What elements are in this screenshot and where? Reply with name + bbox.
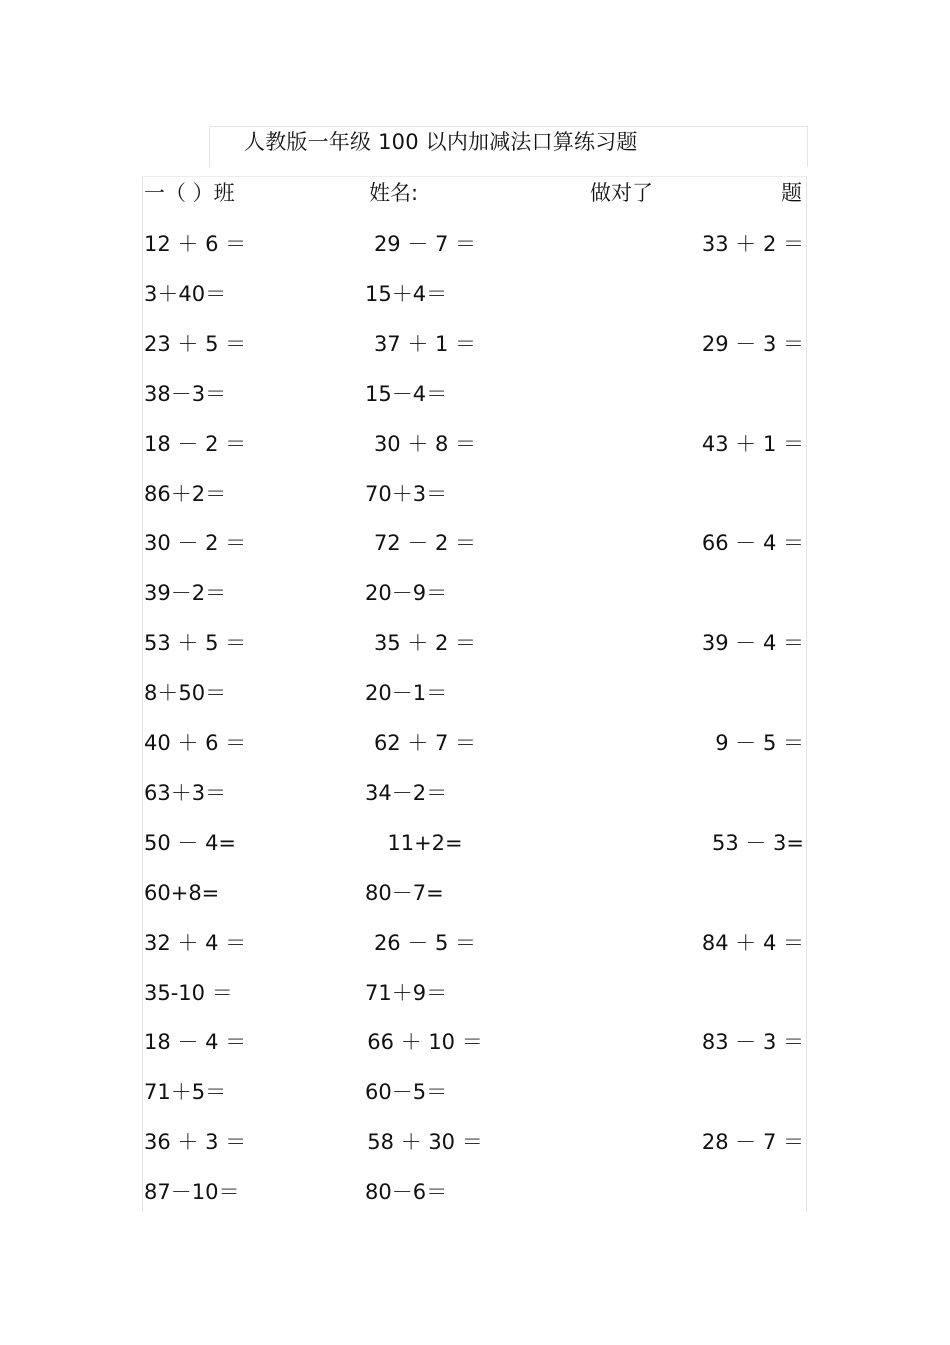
problem-col2: 80－6＝ [365, 1180, 448, 1204]
problem-col2: 29 － 7 ＝ [373, 232, 477, 256]
problem-col1: 87－10＝ [144, 1180, 240, 1204]
problem-col3: 29 － 3 ＝ [701, 332, 804, 356]
page-title: 人教版一年级 100 以内加减法口算练习题 [244, 130, 638, 154]
problem-col2: 70＋3＝ [365, 482, 448, 506]
table-border-right [806, 176, 807, 1212]
problem-col1: 3＋40＝ [144, 282, 227, 306]
problem-col1: 12 ＋ 6 ＝ [144, 232, 247, 256]
problem-col3: 43 ＋ 1 ＝ [701, 432, 804, 456]
problem-col2: 60－5＝ [365, 1080, 448, 1104]
problem-col1: 36 ＋ 3 ＝ [144, 1130, 247, 1154]
problem-col2: 71＋9＝ [365, 981, 448, 1005]
problem-col1: 39－2＝ [144, 581, 227, 605]
problem-col3: 84 ＋ 4 ＝ [701, 931, 804, 955]
problem-col1: 23 ＋ 5 ＝ [144, 332, 247, 356]
name-label: 姓名: [369, 181, 419, 205]
questions-label: 题 [781, 181, 802, 205]
problem-col1: 40 ＋ 6 ＝ [144, 731, 247, 755]
problem-col1: 60+8= [144, 881, 220, 905]
table-border-top [142, 176, 807, 177]
problem-col1: 30 － 2 ＝ [144, 531, 247, 555]
problem-col2: 80－7= [365, 881, 444, 905]
problem-col2: 15－4＝ [365, 382, 448, 406]
problem-col1: 53 ＋ 5 ＝ [144, 631, 247, 655]
problem-col3: 33 ＋ 2 ＝ [701, 232, 804, 256]
problem-col3: 28 － 7 ＝ [701, 1130, 804, 1154]
table-border-left [142, 176, 143, 1212]
problem-col1: 18 － 2 ＝ [144, 432, 247, 456]
problem-col2: 26 － 5 ＝ [373, 931, 477, 955]
class-label: 一（ ）班 [144, 181, 235, 205]
problem-col2: 11+2= [387, 831, 463, 855]
problem-col1: 35-10 ＝ [144, 981, 233, 1005]
problem-col1: 38－3＝ [144, 382, 227, 406]
problem-col2: 62 ＋ 7 ＝ [373, 731, 477, 755]
problem-col2: 72 － 2 ＝ [373, 531, 477, 555]
problem-col1: 18 － 4 ＝ [144, 1030, 247, 1054]
problem-col2: 20－9＝ [365, 581, 448, 605]
problem-col1: 32 ＋ 4 ＝ [144, 931, 247, 955]
problem-col3: 66 － 4 ＝ [701, 531, 804, 555]
problem-col1: 63＋3＝ [144, 781, 227, 805]
problem-col2: 58 ＋ 30 ＝ [367, 1130, 483, 1154]
problem-col2: 37 ＋ 1 ＝ [373, 332, 477, 356]
correct-count-label: 做对了 [590, 181, 653, 205]
problem-col3: 9 － 5 ＝ [715, 731, 804, 755]
problem-col3: 83 － 3 ＝ [701, 1030, 804, 1054]
problem-col2: 15＋4＝ [365, 282, 448, 306]
problem-col1: 86＋2＝ [144, 482, 227, 506]
problem-col3: 53 － 3= [711, 831, 804, 855]
problem-col2: 35 ＋ 2 ＝ [373, 631, 477, 655]
problem-col1: 8＋50＝ [144, 681, 227, 705]
problem-col1: 71＋5＝ [144, 1080, 227, 1104]
problem-col2: 30 ＋ 8 ＝ [373, 432, 477, 456]
problem-col2: 66 ＋ 10 ＝ [367, 1030, 483, 1054]
problem-col3: 39 － 4 ＝ [701, 631, 804, 655]
problem-col2: 20－1＝ [365, 681, 448, 705]
problem-col1: 50 － 4= [144, 831, 237, 855]
problem-col2: 34－2＝ [365, 781, 448, 805]
